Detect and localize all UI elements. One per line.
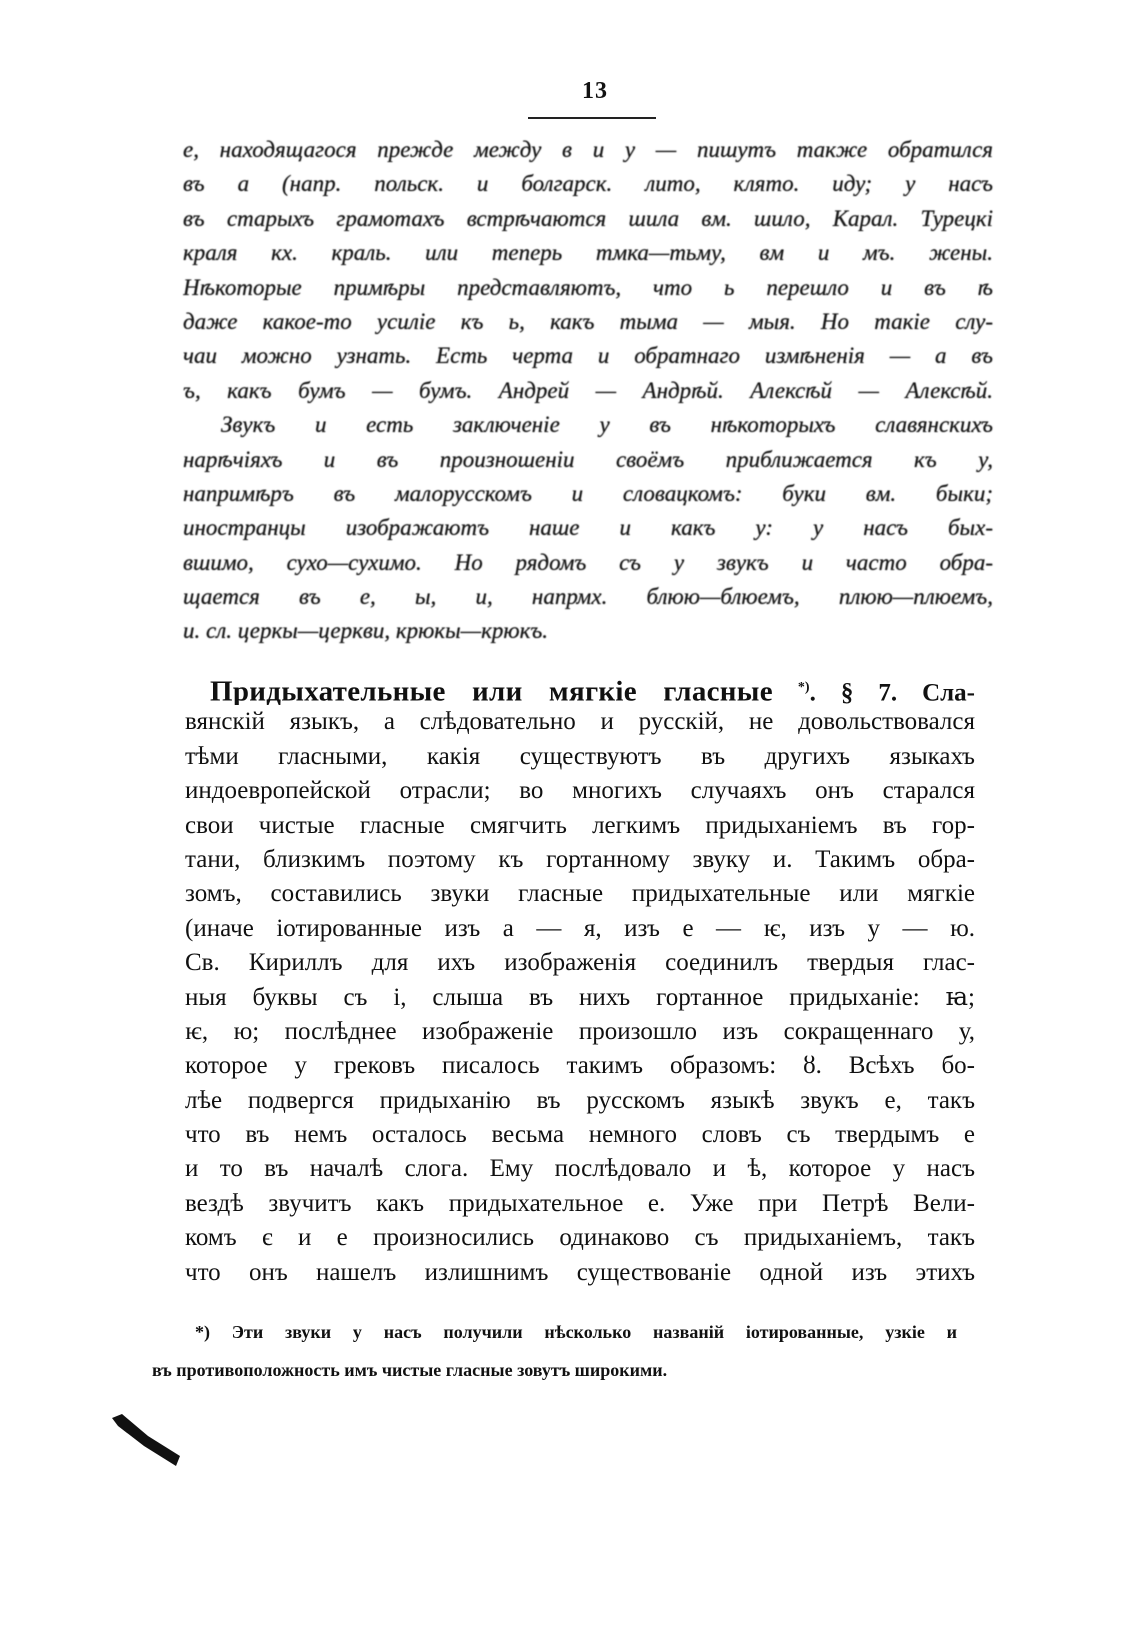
text-line: даже какое-то усиліе къ ь, какъ тыма — мыя. Но такіе слу- xyxy=(183,308,993,334)
paragraph-degraded xyxy=(183,133,993,649)
text-line: ѥ, ю; послѣднее изображеніе произошло изъ сокращеннаго у, xyxy=(185,1017,975,1045)
text-line: въ а (напр. польск. и болгарск. лито, клято. иду; у насъ xyxy=(183,171,993,197)
text-line: тѣми гласными, какія существуютъ въ другихъ языкахъ xyxy=(185,742,975,770)
text-line: краля кх. краль. или теперь тмка—тьму, вм и мъ. жены. xyxy=(183,240,993,266)
text-line: чаи можно узнать. Есть черта и обратнаго измѣненія — а въ xyxy=(183,343,993,369)
ink-smudge xyxy=(108,1410,188,1472)
section-heading-line xyxy=(185,671,975,705)
text-line: щается въ е, ы, и, напрмх. блюю—блюемъ, плюю—плюемъ, xyxy=(183,584,993,610)
text-line: и то въ началѣ слога. Ему послѣдовало и ѣ, которое у насъ xyxy=(185,1155,975,1183)
text-line: что въ немъ осталось весьма немного словъ съ твердымъ е xyxy=(185,1121,975,1149)
footnote-line: въ противоположность имъ чистые гласные зовутъ широкими. xyxy=(152,1360,668,1380)
text-line: напримѣръ въ малорусскомъ и словацкомъ: буки вм. быки; xyxy=(183,480,993,506)
text-line: ныя буквы съ і, слыша въ нихъ гортанное придыханіе: ꙗ; xyxy=(185,983,975,1011)
text-line: въ старыхъ грамотахъ встрѣчаются шила вм. шило, Карал. Турецкі xyxy=(183,205,993,231)
text-line: Нѣкоторые примѣры представляютъ, что ь перешло и въ ѣ xyxy=(183,274,993,300)
section-heading: Придыхательные или мягкіе гласные xyxy=(210,675,773,706)
text-line: е, находящагося прежде между в и у — пишутъ также обратился xyxy=(183,137,993,162)
section-paragraph xyxy=(185,671,975,1290)
text-line: Звукъ и есть заключеніе у въ нѣкоторыхъ славянскихъ xyxy=(221,412,993,438)
text-line: нарѣчіяхъ и въ произношеніи своёмъ приближается къ у, xyxy=(183,446,993,472)
text-line: вянскій языкъ, а слѣдовательно и русскій, не довольствовался xyxy=(185,708,975,736)
section-number: . § 7. Сла- xyxy=(809,679,975,706)
text-line: ъ, какъ бумъ — бумъ. Андрей — Андрѣй. Алексѣй — Алексѣй. xyxy=(183,377,993,403)
text-line: комъ є и е произносились одинаково съ придыханіемъ, такъ xyxy=(185,1224,975,1252)
text-line: зомъ, составились звуки гласные придыхательные или мягкіе xyxy=(185,880,975,908)
text-line: свои чистые гласные смягчить легкимъ придыханіемъ въ гор- xyxy=(185,811,975,839)
text-line: (иначе іотированные изъ а — я, изъ е — ѥ, изъ у — ю. xyxy=(185,914,975,942)
text-line: лѣе подвергся придыханію въ русскомъ языкѣ звукъ е, такъ xyxy=(185,1086,975,1114)
text-line: и. сл. церкы—церкви, крюкы—крюкъ. xyxy=(183,618,549,644)
text-line: вездѣ звучитъ какъ придыхательное е. Уже при Петрѣ Вели- xyxy=(185,1189,975,1217)
footnote-line: *) Эти звуки у насъ получили нѣсколько названій іотированные, узкіе и xyxy=(195,1322,957,1342)
text-line: иностранцы изображаютъ наше и какъ у: у насъ бых- xyxy=(183,515,993,541)
text-line: тани, близкимъ поэтому къ гортанному звуку и. Такимъ обра- xyxy=(185,845,975,873)
text-line: Св. Кириллъ для ихъ изображенія соединилъ твердыя глас- xyxy=(185,949,975,977)
text-line: индоевропейской отрасли; во многихъ случаяхъ онъ старался xyxy=(185,777,975,805)
text-line: которое у грековъ писалось такимъ образомъ: ȣ. Всѣхъ бо- xyxy=(185,1052,975,1080)
text-line: что онъ нашелъ излишнимъ существованіе одной изъ этихъ xyxy=(185,1258,975,1286)
page-number: 13 xyxy=(582,78,608,104)
footnote-marker: *) xyxy=(797,680,810,695)
text-line: вшимо, сухо—сухимо. Но рядомъ съ у звукъ и часто обра- xyxy=(183,549,993,575)
header-rule xyxy=(528,117,656,119)
footnote xyxy=(152,1313,957,1389)
